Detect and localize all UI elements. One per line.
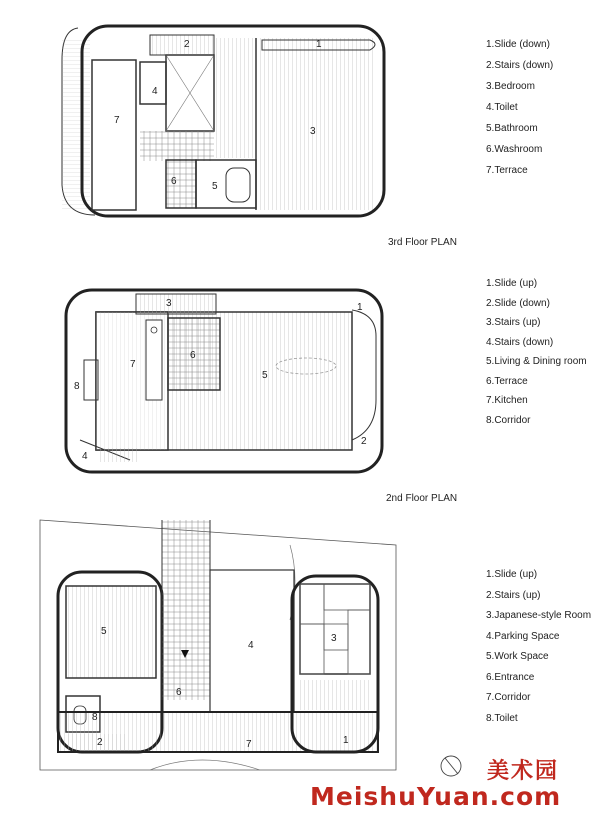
f2-label-1: 1 (357, 302, 363, 313)
legend-item: 2.Stairs (down) (486, 60, 554, 71)
f1-label-4: 4 (248, 640, 254, 651)
legend-item: 3.Japanese-style Room (486, 610, 592, 621)
legend-item: 6.Terrace (486, 375, 528, 387)
f1-label-5: 5 (101, 626, 107, 637)
legend-item: 5.Bathroom (486, 123, 538, 134)
legend-item: 7.Kitchen (486, 395, 528, 406)
f2-label-5: 5 (262, 370, 268, 381)
second-floor-plan (66, 290, 382, 472)
watermark-chinese: 美术园 (487, 759, 560, 784)
second-floor-caption: 2nd Floor PLAN (386, 493, 458, 504)
f3-label-1: 1 (316, 39, 322, 50)
f3-label-7: 7 (114, 115, 120, 126)
legend-item: 5.Work Space (486, 651, 549, 662)
legend-item: 7.Corridor (486, 692, 531, 703)
f2-label-7: 7 (130, 359, 136, 370)
f3-label-4: 4 (152, 86, 158, 97)
legend-item: 2.Slide (down) (486, 297, 550, 309)
first-floor-legend (486, 565, 591, 729)
legend-item: 7.Terrace (486, 165, 528, 176)
legend-item: 1.Slide (up) (486, 569, 538, 580)
legend-item: 8.Corridor (486, 414, 531, 426)
legend-item: 3.Stairs (up) (486, 317, 541, 328)
f2-label-4: 4 (82, 451, 88, 462)
legend-item: 6.Washroom (486, 144, 543, 155)
legend-item: 8.Toilet (486, 712, 518, 724)
legend-item: 4.Stairs (down) (486, 336, 554, 348)
f1-label-3: 3 (331, 633, 337, 644)
f3-label-6: 6 (171, 176, 177, 187)
third-floor-plan (62, 26, 384, 216)
legend-item: 6.Entrance (486, 671, 535, 683)
f2-label-6: 6 (190, 350, 196, 361)
f1-label-1: 1 (343, 735, 349, 746)
legend-item: 4.Parking Space (486, 630, 560, 642)
f1-label-6: 6 (176, 687, 182, 698)
legend-item: 1.Slide (down) (486, 39, 550, 50)
f3-label-5: 5 (212, 181, 218, 192)
f2-label-8: 8 (74, 381, 80, 392)
legend-item: 2.Stairs (up) (486, 589, 541, 601)
second-floor-legend (486, 274, 587, 430)
f2-label-2: 2 (361, 436, 367, 447)
legend-item: 5.Living & Dining room (486, 356, 587, 367)
f3-label-3: 3 (310, 126, 316, 137)
third-floor-caption: 3rd Floor PLAN (388, 237, 457, 248)
f2-label-3: 3 (166, 298, 172, 309)
f1-label-7: 7 (246, 739, 252, 750)
f1-label-2: 2 (97, 737, 103, 748)
third-floor-legend (486, 34, 553, 181)
legend-item: 1.Slide (up) (486, 278, 538, 289)
f3-label-2: 2 (184, 39, 190, 50)
watermark-site: MeishuYuan.com (310, 782, 562, 811)
legend-item: 4.Toilet (486, 102, 518, 113)
legend-item: 3.Bedroom (486, 81, 535, 92)
f1-label-8: 8 (92, 712, 98, 723)
